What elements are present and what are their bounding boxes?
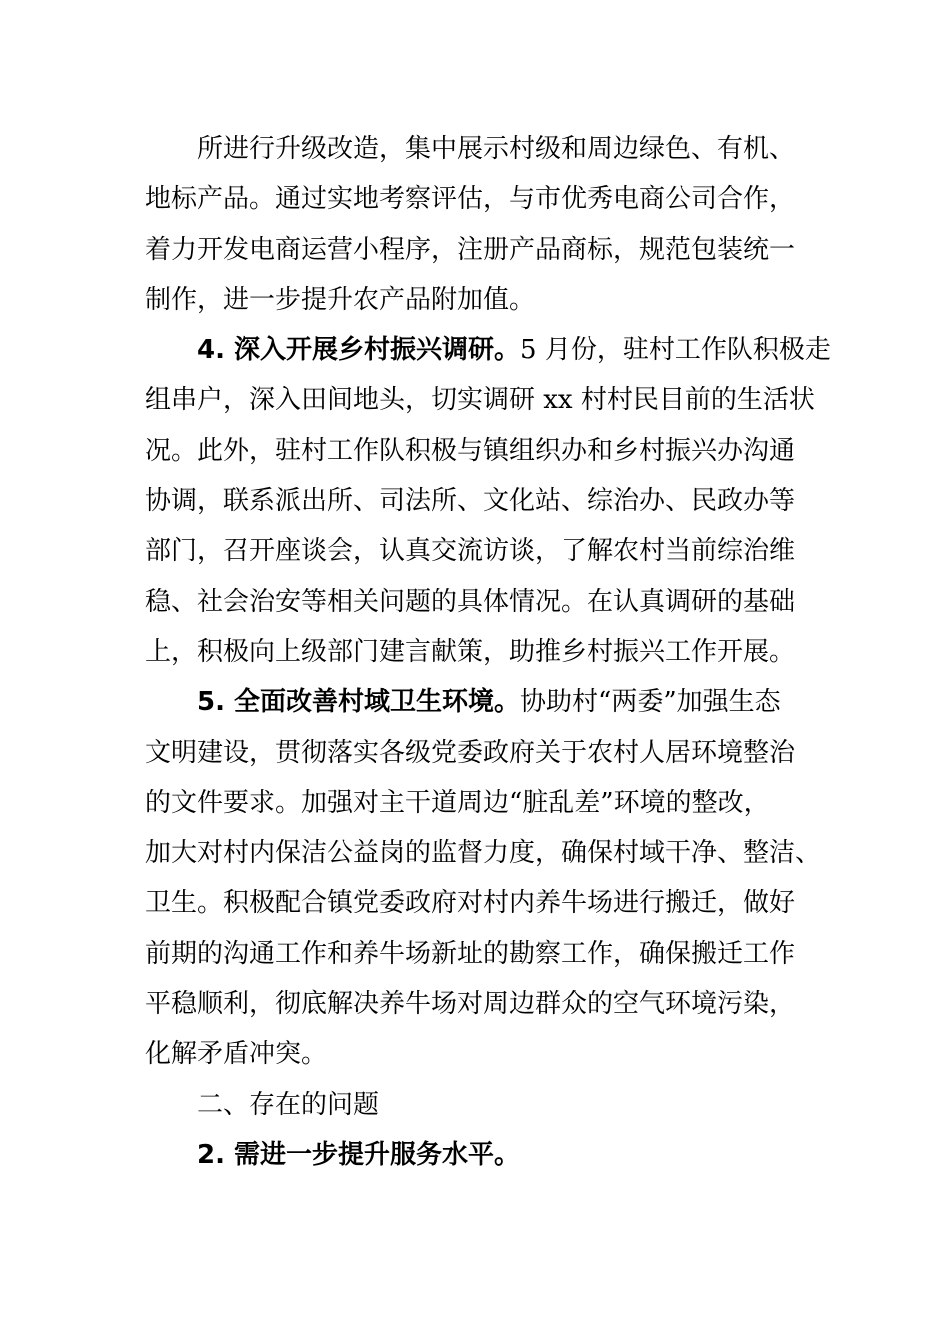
text-line: 的文件要求。加强对主干道周边“脏乱差”环境的整改， (145, 787, 770, 818)
section-heading-block (145, 1080, 805, 1130)
text-line: 地标产品。通过实地考察评估，与市优秀电商公司合作， (145, 184, 796, 215)
text-line-rest: 协助村“两委”加强生态 (520, 687, 781, 718)
text-line: 上，积极向上级部门建言献策，助推乡村振兴工作开展。 (145, 636, 796, 667)
text-line: 着力开发电商运营小程序，注册产品商标，规范包装统一 (145, 234, 796, 265)
document-body (145, 124, 831, 1180)
sub-heading-block (145, 1130, 805, 1180)
text-line: 组串户，深入田间地头，切实调研 xx 村村民目前的生活状 (145, 385, 815, 416)
text-line: 平稳顺利，彻底解决养牛场对周边群众的空气环境污染， (145, 989, 796, 1020)
text-line: 部门，召开座谈会，认真交流访谈，了解农村当前综治维 (145, 536, 796, 567)
text-line: 协调，联系派出所、司法所、文化站、综治办、民政办等 (145, 486, 796, 517)
sub-heading: 2. 需进一步提升服务水平。 (197, 1139, 521, 1170)
text-line-with-title (145, 677, 805, 727)
paragraph-2 (145, 325, 831, 677)
text-line: 前期的沟通工作和养牛场新址的勘察工作，确保搬迁工作 (145, 938, 796, 969)
paragraph-title: 4. 深入开展乡村振兴调研。 (197, 335, 521, 366)
paragraph-1 (145, 124, 805, 325)
text-line: 卫生。积极配合镇党委政府对村内养牛场进行搬迁，做好 (145, 888, 796, 919)
paragraph-title: 5. 全面改善村域卫生环境。 (197, 687, 521, 718)
paragraph-3 (145, 677, 822, 1079)
section-heading: 二、存在的问题 (197, 1089, 380, 1120)
text-line: 制作，进一步提升农产品附加值。 (145, 284, 536, 315)
text-line: 所进行升级改造，集中展示村级和周边绿色、有机、 (197, 134, 796, 164)
text-line: 文明建设，贯彻落实各级党委政府关于农村人居环境整治 (145, 737, 796, 768)
text-line-rest: 5 月份，驻村工作队积极走 (520, 335, 831, 366)
text-line: 况。此外，驻村工作队积极与镇组织办和乡村振兴办沟通 (145, 435, 796, 466)
text-line: 稳、社会治安等相关问题的具体情况。在认真调研的基础 (145, 586, 796, 617)
text-line: 加大对村内保洁公益岗的监督力度，确保村域干净、整洁、 (145, 838, 822, 869)
text-line: 化解矛盾冲突。 (145, 1039, 328, 1070)
text-line-with-title (145, 325, 831, 375)
